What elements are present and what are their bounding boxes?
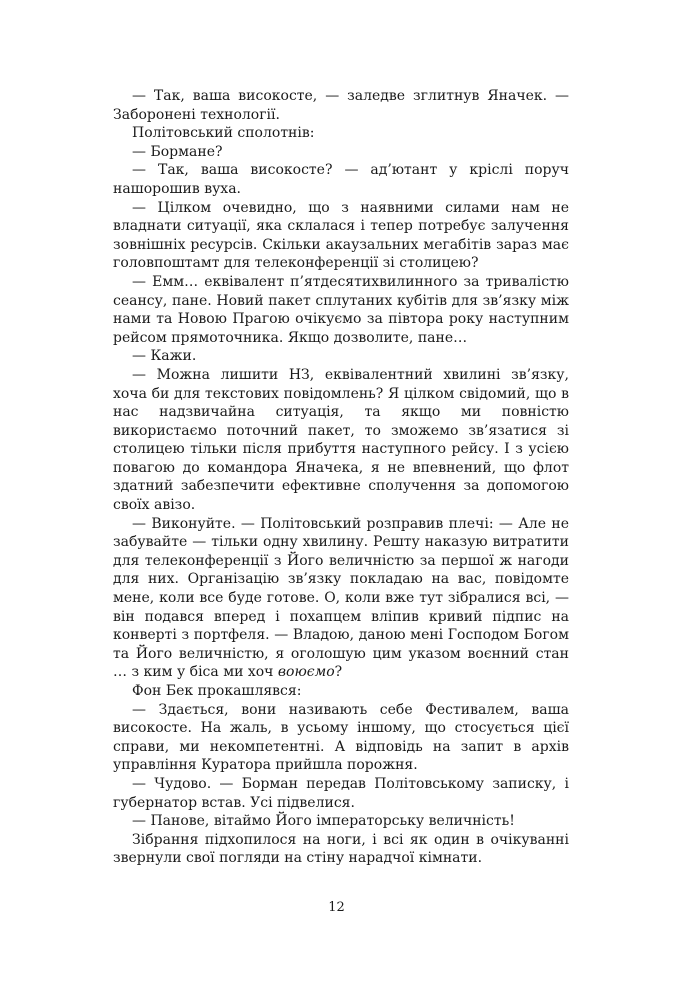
paragraph: — Здається, вони називають себе Фестивалем, ваша високосте. На жаль, в усьому іншому, що стосується цієї справи, ми некомпетентні. А відповідь на запит в архів управління Куратора прийшла порожня. [113,701,569,774]
paragraph: — Панове, вітаймо Його імператорську величність! [132,813,515,830]
paragraph: — Можна лишити НЗ, еквівалентний хвилині зв’язку, хоча би для текстових повідомлень? Я цілком свідомий, що в нас надзвичайна ситуація, та якщо ми повністю використаємо поточний пакет, то зможемо зв’язатися зі столицею тільки після прибуття наступного рейсу. І з усією повагою до командора Яначека, я не впевнений, що флот здатний забезпечити ефективне сполучення за допомогою своїх авізо. [113,366,569,514]
italic-word: воюємо [277,664,335,681]
paragraph: — Кажи. [132,348,197,365]
paragraph: — Бормане? [132,143,223,160]
paragraph: Фон Бек прокашлявся: [132,683,302,699]
book-page-text [113,87,569,868]
paragraph: — Емм… еквівалент п’ятдесятихвилинного за тривалістю сеансу, пане. Новий пакет сплутаних кубітів для зв’язку між нами та Новою Прагою очікуємо за півтора року наступним рейсом прямоточника. Якщо дозволите, пане… [113,273,569,346]
paragraph: Політовський сполотнів: [132,125,315,142]
paragraph: — Цілком очевидно, що з наявними силами нам не владнати ситуації, яка склалася і тепер потребує залучення зовнішніх ресурсів. Скільки акаузальних мегабітів зараз має головпоштамт для телеконференції зі столицею? [113,199,569,272]
paragraph-text: — Виконуйте. — Політовський розправив плечі: — Але не забувайте — тільки одну хвилину. Решту наказую витратити для телеконференції з Його величністю за першої ж нагоди для них. Організацію зв’язку покладаю на вас, повідомте мене, коли все буде готове. О, коли вже тут зібралися всі, — він подався вперед і похапцем вліпив кривий підпис на конверті з портфеля. — Владою, даною мені Господом Богом та Його величністю, я оголошую цим указом воєнний стан … з ким у біса ми хоч [113,515,569,681]
paragraph: Зібрання підхопилося на ноги, і всі як один в очікуванні звернули свої погляди на стіну нарадчої кімнати. [113,831,569,867]
page-number: 12 [328,900,345,915]
paragraph: — Чудово. — Борман передав Політовському записку, і губернатор встав. Усі підвелися. [113,775,569,811]
paragraph-with-italic [113,515,569,682]
paragraph: — Так, ваша високосте, — заледве зглитнув Яначек. — Заборонені технології. [113,88,569,123]
punctuation: ? [334,664,343,681]
paragraph: — Так, ваша високосте? — ад’ютант у кріслі поруч нашорошив вуха. [113,162,569,197]
